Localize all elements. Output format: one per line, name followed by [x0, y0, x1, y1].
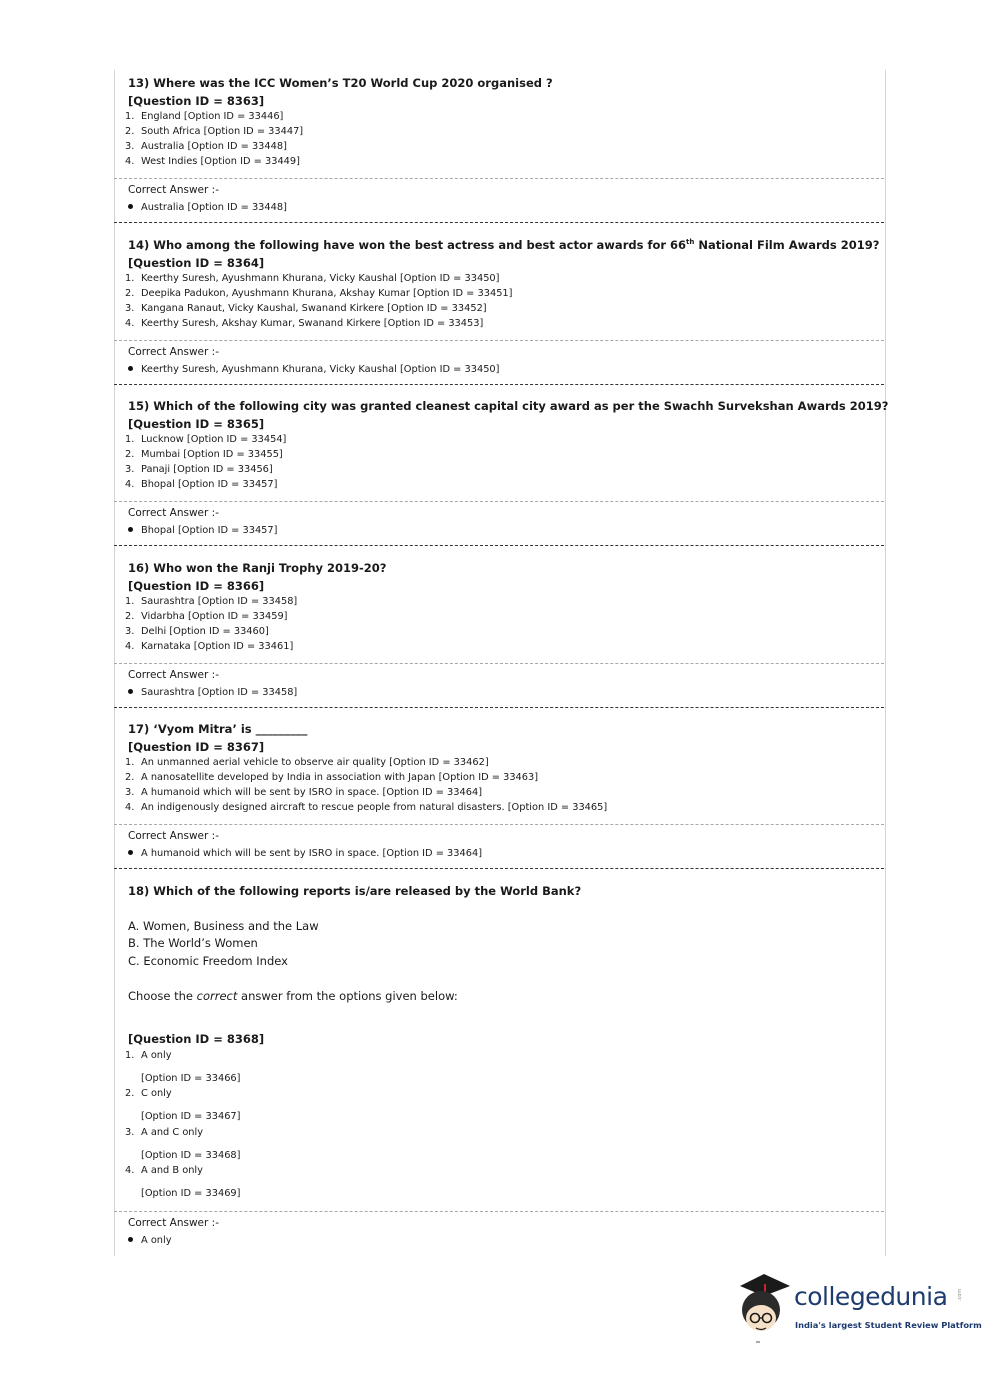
option: 1. A only — [125, 1050, 172, 1061]
option: 4. Karnataka [Option ID = 33461] — [125, 641, 294, 652]
option-id: [Option ID = 33468] — [141, 1150, 241, 1161]
correct-answer-label: Correct Answer :- — [128, 184, 219, 196]
question-title: 17) ‘Vyom Mitra’ is _________ — [128, 722, 308, 736]
question-separator — [114, 384, 884, 385]
question-title: 14) Who among the following have won the best actress and best actor awards for 66th National Film Awards 2019? — [128, 238, 880, 252]
question-id: [Question ID = 8363] — [128, 94, 265, 108]
correct-answer-label: Correct Answer :- — [128, 669, 219, 681]
correct-answer: Bhopal [Option ID = 33457] — [128, 525, 277, 536]
question-title: 18) Which of the following reports is/are released by the World Bank? — [128, 884, 582, 898]
question-id: [Question ID = 8366] — [128, 579, 265, 593]
option-id: [Option ID = 33467] — [141, 1111, 241, 1122]
option: 2. Mumbai [Option ID = 33455] — [125, 449, 283, 460]
option: 3. Australia [Option ID = 33448] — [125, 141, 287, 152]
statement: C. Economic Freedom Index — [128, 954, 288, 968]
question-title: 13) Where was the ICC Women’s T20 World Cup 2020 organised ? — [128, 76, 553, 90]
bullet-icon — [128, 527, 133, 532]
logo-tagline: India's largest Student Review Platform — [795, 1320, 982, 1330]
option: 1. England [Option ID = 33446] — [125, 111, 284, 122]
bullet-icon — [128, 1237, 133, 1242]
question-separator — [114, 707, 884, 708]
correct-answer-label: Correct Answer :- — [128, 507, 219, 519]
option: 3. Panaji [Option ID = 33456] — [125, 464, 273, 475]
logo-dotcom: .com — [957, 1288, 964, 1302]
option: 1. Lucknow [Option ID = 33454] — [125, 434, 287, 445]
option-id: [Option ID = 33466] — [141, 1073, 241, 1084]
instruction: Choose the correct answer from the options given below: — [128, 989, 458, 1003]
bullet-icon — [128, 689, 133, 694]
divider — [114, 178, 884, 179]
question-id: [Question ID = 8367] — [128, 740, 265, 754]
question-separator — [114, 222, 884, 223]
collegedunia-logo — [734, 1272, 982, 1344]
option: 3. A and C only — [125, 1127, 204, 1138]
statement: B. The World’s Women — [128, 936, 258, 950]
option: 3. Delhi [Option ID = 33460] — [125, 626, 269, 637]
option-id: [Option ID = 33469] — [141, 1188, 241, 1199]
bullet-icon — [128, 204, 133, 209]
option: 4. Bhopal [Option ID = 33457] — [125, 479, 278, 490]
question-title: 15) Which of the following city was granted cleanest capital city award as per the Swachh Survekshan Awards 2019? — [128, 399, 889, 413]
option: 2. A nanosatellite developed by India in association with Japan [Option ID = 33463] — [125, 772, 539, 783]
option: 4. West Indies [Option ID = 33449] — [125, 156, 300, 167]
bullet-icon — [128, 366, 133, 371]
divider — [114, 340, 884, 341]
option: 1. Saurashtra [Option ID = 33458] — [125, 596, 298, 607]
question-id: [Question ID = 8368] — [128, 1032, 265, 1046]
question-id: [Question ID = 8365] — [128, 417, 265, 431]
divider — [114, 501, 884, 502]
question-separator — [114, 545, 884, 546]
option: 1. An unmanned aerial vehicle to observe air quality [Option ID = 33462] — [125, 757, 489, 768]
bullet-icon — [128, 850, 133, 855]
logo-wordmark: collegedunia — [794, 1282, 948, 1311]
correct-answer: A only — [128, 1235, 172, 1246]
divider — [114, 824, 884, 825]
correct-answer-label: Correct Answer :- — [128, 830, 219, 842]
mascot-icon — [734, 1272, 794, 1344]
correct-answer-label: Correct Answer :- — [128, 1217, 219, 1229]
option: 4. A and B only — [125, 1165, 203, 1176]
correct-answer: A humanoid which will be sent by ISRO in space. [Option ID = 33464] — [128, 848, 482, 859]
option: 2. Deepika Padukon, Ayushmann Khurana, Akshay Kumar [Option ID = 33451] — [125, 288, 513, 299]
question-title: 16) Who won the Ranji Trophy 2019-20? — [128, 561, 387, 575]
option: 4. An indigenously designed aircraft to rescue people from natural disasters. [Option ID = 33465] — [125, 802, 608, 813]
correct-answer-label: Correct Answer :- — [128, 346, 219, 358]
option: 4. Keerthy Suresh, Akshay Kumar, Swanand Kirkere [Option ID = 33453] — [125, 318, 484, 329]
question-id: [Question ID = 8364] — [128, 256, 265, 270]
correct-answer: Australia [Option ID = 33448] — [128, 202, 287, 213]
option: 2. South Africa [Option ID = 33447] — [125, 126, 304, 137]
divider — [114, 663, 884, 664]
option: 2. Vidarbha [Option ID = 33459] — [125, 611, 288, 622]
option: 1. Keerthy Suresh, Ayushmann Khurana, Vicky Kaushal [Option ID = 33450] — [125, 273, 500, 284]
correct-answer: Saurashtra [Option ID = 33458] — [128, 687, 297, 698]
divider — [114, 1211, 884, 1212]
statement: A. Women, Business and the Law — [128, 919, 319, 933]
option: 2. C only — [125, 1088, 172, 1099]
question-separator — [114, 868, 884, 869]
option: 3. Kangana Ranaut, Vicky Kaushal, Swanand Kirkere [Option ID = 33452] — [125, 303, 487, 314]
correct-answer: Keerthy Suresh, Ayushmann Khurana, Vicky Kaushal [Option ID = 33450] — [128, 364, 499, 375]
option: 3. A humanoid which will be sent by ISRO in space. [Option ID = 33464] — [125, 787, 483, 798]
